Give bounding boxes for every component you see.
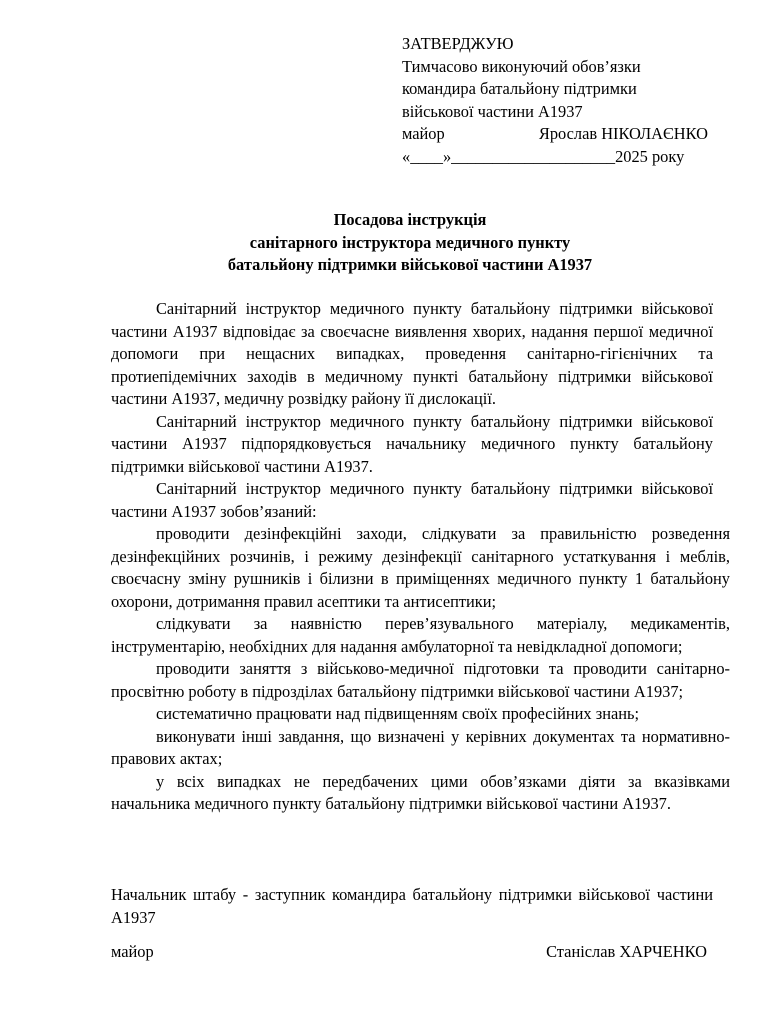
approval-name: Ярослав НІКОЛАЄНКО (538, 124, 708, 143)
document-body (111, 298, 730, 816)
duty-item: слідкувати за наявністю перев’язувального матеріалу, медикаментів, інструментарію, необхідних для надання амбулаторної та невідкладної допомоги; (111, 614, 730, 656)
title-line-3: батальйону підтримки військової частини А1937 (227, 255, 593, 274)
approval-rank: майор (402, 124, 445, 143)
duty-item: виконувати інші завдання, що визначені у керівних документах та нормативно-правових актах; (111, 726, 730, 768)
paragraph-obligations-intro: Санітарний інструктор медичного пункту батальйону підтримки військової частини А1937 зобов’язаний: (111, 479, 713, 521)
footer-position: Начальник штабу - заступник командира батальйону підтримки військової частини А1937 (111, 885, 713, 927)
duty-item: проводити дезінфекційні заходи, слідкувати за правильністю розведення дезінфекційних розчинів, і режиму дезінфекції санітарного устаткування і меблів, своєчасну зміну рушників і білизни в приміщеннях медичного пункту 1 батальйону охорони, дотримання правил асептики та антисептики; (111, 524, 730, 611)
document-title (110, 209, 710, 277)
approval-line-2: командира батальйону підтримки (402, 79, 637, 98)
approval-heading: ЗАТВЕРДЖУЮ (402, 34, 514, 53)
duty-item: у всіх випадках не передбачених цими обов’язками діяти за вказівками начальника медичного пункту батальйону підтримки військової частини А1937. (111, 771, 730, 813)
footer-rank: майор (111, 942, 154, 961)
approval-block (402, 33, 708, 168)
title-line-2: санітарного інструктора медичного пункту (249, 232, 571, 252)
approval-date: «____»____________________2025 року (402, 146, 685, 166)
paragraph-responsibility: Санітарний інструктор медичного пункту батальйону підтримки військової частини А1937 відповідає за своєчасне виявлення хворих, надання першої медичної допомоги при нещасних випадках, проведення санітарно-гігієнічних та протиепідемічних заходів в медичному пункті батальйону підтримки військової частини А1937, медичну розвідку району її дислокації. (111, 299, 713, 408)
duty-item: проводити заняття з військово-медичної підготовки та проводити санітарно-просвітню роботу в підрозділах батальйону підтримки військової частини А1937; (111, 659, 730, 701)
approval-signature-row (402, 123, 708, 146)
footer-signature-row (111, 941, 707, 964)
approval-line-1: Тимчасово виконуючий обов’язки (402, 56, 641, 76)
title-line-1: Посадова інструкція (333, 210, 487, 229)
approval-line-3: військової частини А1937 (402, 101, 583, 121)
paragraph-subordination: Санітарний інструктор медичного пункту батальйону підтримки військової частини А1937 підпорядковується начальнику медичного пункту батальйону підтримки військової частини А1937. (111, 411, 713, 476)
footer-name: Станіслав ХАРЧЕНКО (546, 942, 707, 961)
duty-item: систематично працювати над підвищенням своїх професійних знань; (156, 704, 640, 723)
